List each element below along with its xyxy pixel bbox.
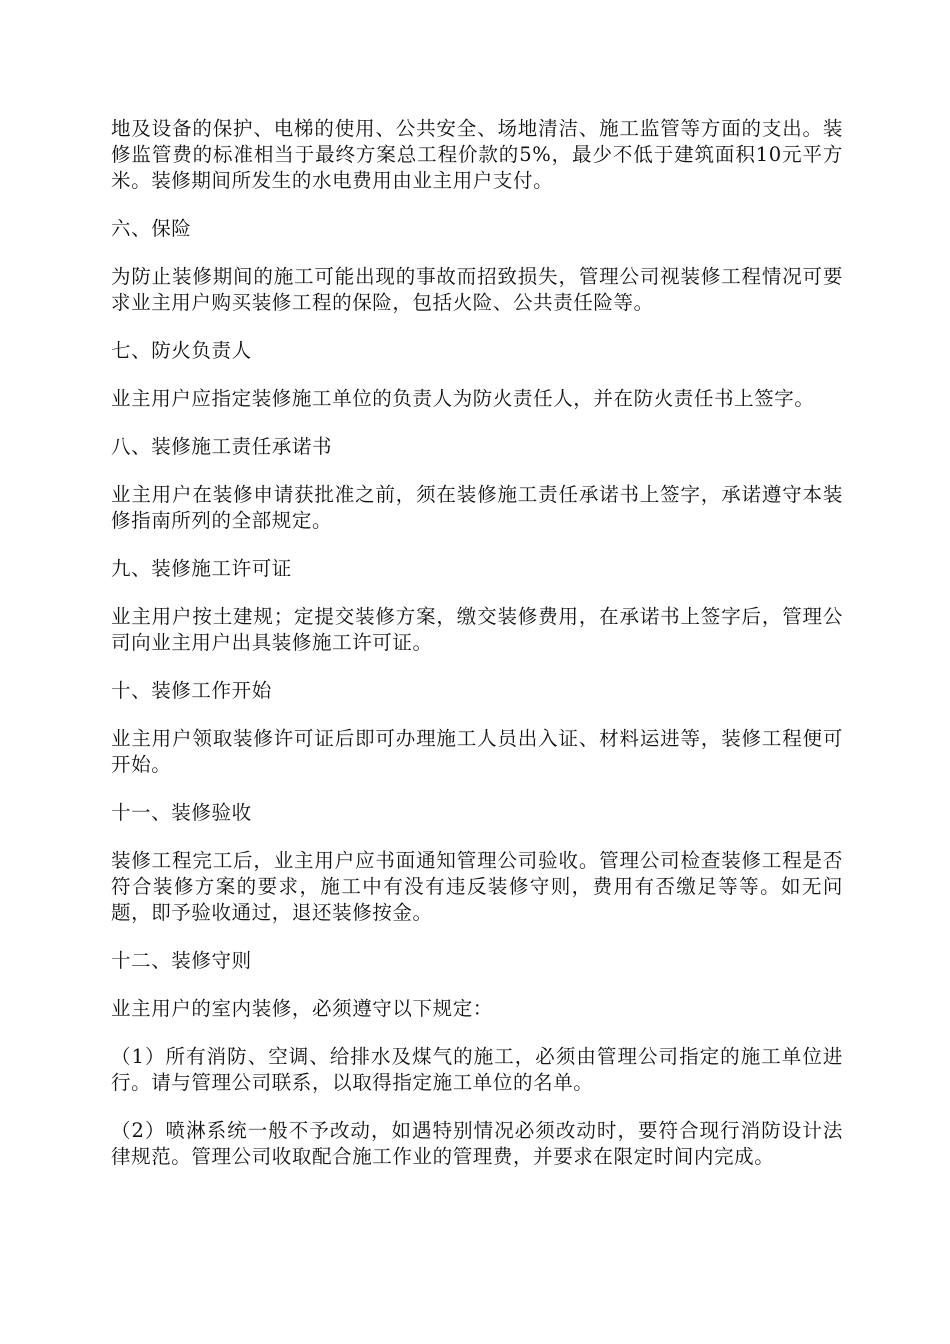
paragraph-insurance: 为防止装修期间的施工可能出现的事故而招致损失，管理公司视装修工程情况可要求业主用户购买装修工程的保险，包括火险、公共责任险等。 xyxy=(111,265,843,314)
paragraph-acceptance: 装修工程完工后，业主用户应书面通知管理公司验收。管理公司检查装修工程是否符合装修方案的要求，施工中有没有违反装修守则，费用有否缴足等等。如无问题，即予验收通过，退还装修按金。 xyxy=(111,849,843,924)
paragraph-fire-officer: 业主用户应指定装修施工单位的负责人为防火责任人，并在防火责任书上签字。 xyxy=(111,387,815,410)
paragraph-rules-intro: 业主用户的室内装修，必须遵守以下规定： xyxy=(111,997,493,1020)
rule-item-2: （2）喷淋系统一般不予改动，如遇特别情况必须改动时，要符合现行消防设计法律规范。管理公司收取配合施工作业的管理费，并要求在限定时间内完成。 xyxy=(111,1119,843,1168)
section-heading-commitment-letter: 八、装修施工责任承诺书 xyxy=(111,435,333,458)
paragraph-work-start: 业主用户领取装修许可证后即可办理施工人员出入证、材料运进等，装修工程便可开始。 xyxy=(111,727,843,776)
section-heading-acceptance: 十一、装修验收 xyxy=(111,801,252,824)
paragraph-supervision-fee: 地及设备的保护、电梯的使用、公共安全、场地清洁、施工监管等方面的支出。装修监管费的标准相当于最终方案总工程价款的5%，最少不低于建筑面积10元平方米。装修期间所发生的水电费用由业主用户支付。 xyxy=(111,117,843,192)
section-heading-permit: 九、装修施工许可证 xyxy=(111,557,292,580)
rule-item-1: （1）所有消防、空调、给排水及煤气的施工，必须由管理公司指定的施工单位进行。请与管理公司联系，以取得指定施工单位的名单。 xyxy=(111,1045,843,1094)
section-heading-rules: 十二、装修守则 xyxy=(111,949,252,972)
section-heading-work-start: 十、装修工作开始 xyxy=(111,679,272,702)
section-heading-insurance: 六、保险 xyxy=(111,217,192,240)
document-page xyxy=(111,116,843,1192)
section-heading-fire-officer: 七、防火负责人 xyxy=(111,339,252,362)
paragraph-commitment-letter: 业主用户在装修申请获批准之前，须在装修施工责任承诺书上签字，承诺遵守本装修指南所列的全部规定。 xyxy=(111,483,843,532)
paragraph-permit: 业主用户按土建规；定提交装修方案，缴交装修费用，在承诺书上签字后，管理公司向业主用户出具装修施工许可证。 xyxy=(111,605,843,654)
